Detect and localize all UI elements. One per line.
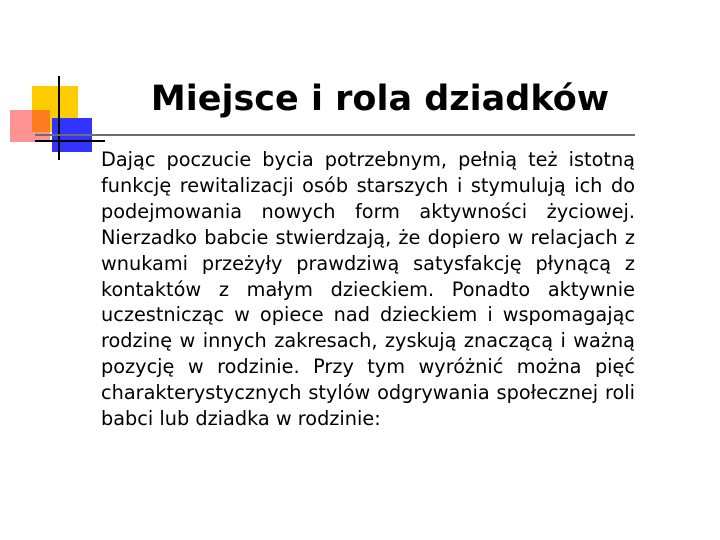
decorative-horizontal-line bbox=[35, 140, 105, 142]
decorative-vertical-line bbox=[58, 76, 60, 160]
slide-title: Miejsce i rola dziadków bbox=[150, 79, 610, 119]
decorative-red-square bbox=[10, 110, 50, 142]
title-underline bbox=[35, 134, 635, 136]
slide-body-text: Dając poczucie bycia potrzebnym, pełnią też istotną funkcję rewitalizacji osób starszych i stymulują ich do podejmowania nowych form aktywności życiowej. Nierzadko babcie stwierdzają, że dopiero w relacjach z wnukami przeżyły prawdziwą satysfakcję płynącą z kontaktów z małym dzieckiem. Ponadto aktywnie uczestnicząc w opiece nad dzieckiem i wspomagając rodzinę w innych zakresach, zyskują znaczącą i ważną pozycję w rodzinie. Przy tym wyróżnić można pięć charakterystycznych stylów odgrywania społecznej roli babci lub dziadka w rodzinie: bbox=[101, 148, 635, 431]
